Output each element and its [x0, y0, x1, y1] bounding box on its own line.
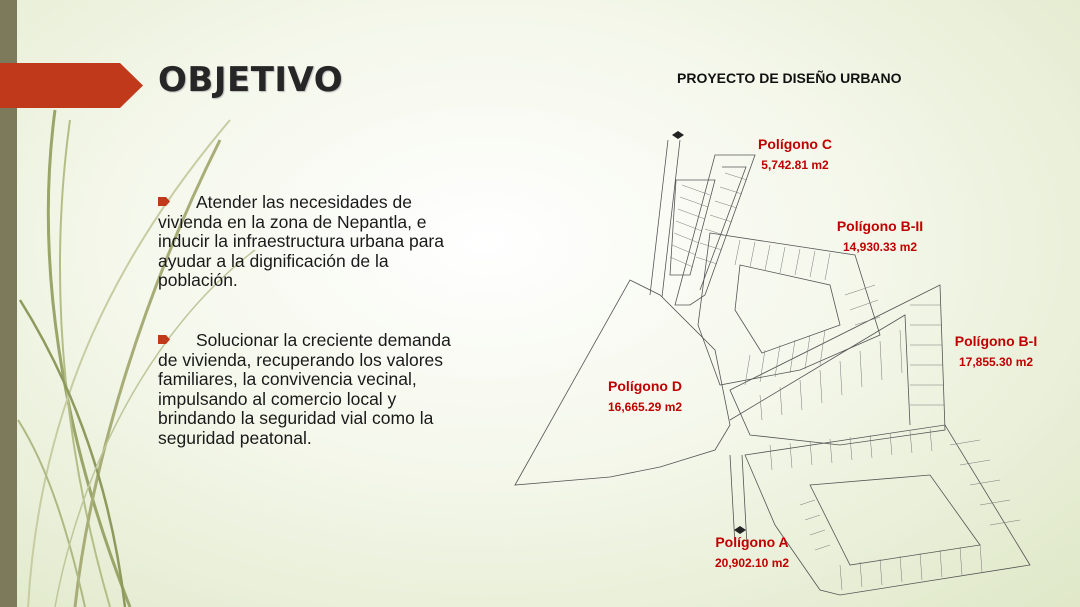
- polygon-c-outline: [675, 155, 755, 305]
- polygon-name: Polígono C: [758, 136, 832, 152]
- polygon-area: 17,855.30 m2: [958, 355, 1034, 369]
- polygon-area: 20,902.10 m2: [714, 556, 790, 570]
- polygon-area: 5,742.81 m2: [761, 158, 829, 172]
- polygon-name: Polígono A: [715, 534, 789, 550]
- objective-bullet-1: [158, 193, 458, 291]
- title-arrow-banner: [0, 63, 143, 108]
- bullet-text: Atender las necesidades de vivienda en la zona de Nepantla, e inducir la infraestructura urbana para ayudar a la dignificación de la población.: [158, 192, 444, 290]
- polygon-b2-label: [820, 218, 940, 254]
- objective-bullet-2: [158, 331, 458, 448]
- polygon-b1-label: [942, 333, 1050, 369]
- north-arrow-icon: [734, 526, 746, 534]
- slide-title: OBJETIVO: [158, 60, 344, 100]
- arrow-bullet-icon: [158, 197, 170, 206]
- polygon-name: Polígono B-II: [836, 218, 924, 234]
- polygon-a-label: [700, 534, 804, 570]
- polygon-area: 14,930.33 m2: [842, 240, 918, 254]
- polygon-c-label: [750, 136, 840, 172]
- polygon-name: Polígono D: [608, 378, 682, 394]
- polygon-d-label: [590, 378, 700, 414]
- bullet-text: Solucionar la creciente demanda de vivienda, recuperando los valores familiares, la convivencia vecinal, impulsando al comercio local y brindando la seguridad vial como la seguridad peatonal.: [158, 330, 451, 448]
- slide-subtitle: PROYECTO DE DISEÑO URBANO: [677, 70, 902, 86]
- arrow-bullet-icon: [158, 335, 170, 344]
- polygon-name: Polígono B-I: [954, 333, 1038, 349]
- north-arrow-icon: [672, 131, 684, 139]
- polygon-area: 16,665.29 m2: [607, 400, 683, 414]
